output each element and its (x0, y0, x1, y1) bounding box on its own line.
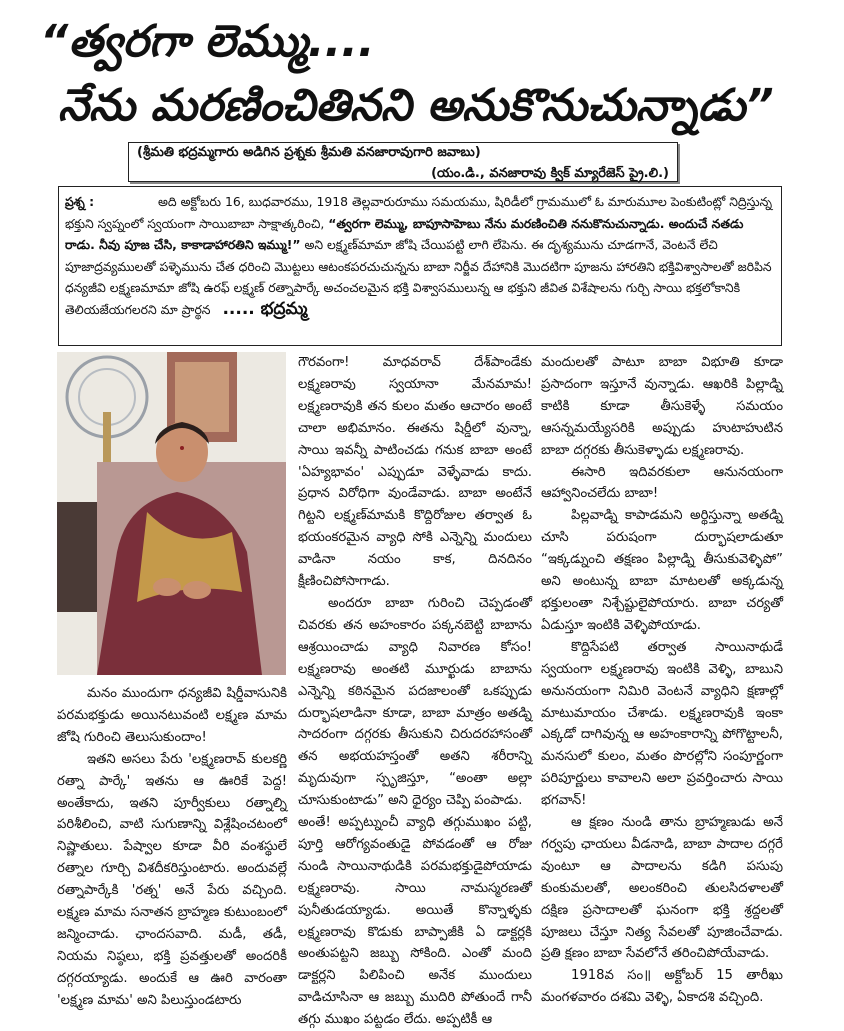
question-label: ప్రశ్న : (65, 194, 95, 209)
question-attribution-box (128, 142, 678, 182)
paragraph: అంతే! అప్పట్నుంచీ వ్యాధి తగ్గుముఖం పట్టి, పూర్తి ఆరోగ్యవంతుడై పోవడంతో ఆ రోజు నుండి సాయినాథుడికి పరమభక్తుడైపోయాడు లక్ష్మణరావు. సాయి నామస్మరణతో పునీతుడయ్యాడు. అయితే కొన్నాళ్ళకు లక్ష్మణరావు కొడుకు బాప్పాజీకి ఏ డాక్టర్లకి అంతుపట్టని జబ్బు సోకింది. ఎంతో మంది డాక్టర్లని పిలిపించి అనేక ముందులు వాడిచూసినా ఆ జబ్బు ముదిరి పోతుందే గానీ తగ్గు ముఖం పట్టడం లేదు. అప్పటికీ ఆ (298, 815, 532, 1028)
article-column-2 (298, 352, 532, 1028)
paragraph: అందరూ బాబా గురించి చెప్పడంతో చివరకు తన అహంకారం పక్కనబెట్టి బాబాను ఆశ్రయించాడు వ్యాధి నివారణ కోసం! లక్ష్మణరావు అంతటి మూర్ఖుడు బాబాను ఎన్నెన్ని కఠినమైన పదజాలంతో ఒకప్పుడు దుర్భాషలాడినా కూడా, బాబా మాత్రం అతడ్ని సాదరంగా దగ్గరకు తీసుకుని చిరుదరహాసంతో తన అభయహస్తంతో అతని శరీరాన్ని మృదువుగా స్పృజిస్తూ, “అంతా అల్లా చూసుకుంటాడు” అని ధైర్యం చెప్పి పంపాడు. (298, 595, 532, 809)
paragraph: పిల్లవాడ్ని కాపాడమని అర్థిస్తున్నా అతడ్ని చూసి పరుషంగా దుర్భాషలాడుతూ “ఇక్కడ్నుంచి తక్షణం పిల్లాడ్ని తీసుకువెళ్ళిపో” అని అంటున్న బాబా మాటలతో అక్కడున్న భక్తులంతా నిశ్చేష్టులైపోయారు. బాబా చర్యతో ఏడుస్తూ ఇంటికి వెళ్ళిపోయాడు. (541, 508, 783, 633)
intro-text-b: అని లక్ష్మణ్‌మామా జోషి చేయిపట్టి లాగి లేపెను. ఈ దృశ్యమును చూడగానే, వెంటనే లేచి పూజాద్రవ్యములతో పళ్ళెమును చేత ధరించి మొట్టలు ఆటంకపరచుచున్నను బాబా నిర్జీవ దేహానికి మొదటిగా పూజను హారతిని భక్తివిశ్వాసాలతో జరిపిన ధన్యజీవి లక్ష్మణమామా జోషి ఉరఫ్ లక్ష్మణ్ రత్నాపార్కే అచంచలమైన భక్తి విశ్వాసములున్న ఆ భక్తుని జీవిత విశేషాలను గుర్చి సాయి భక్తలోకానికి తెలియజేయగలరని మా ప్రార్థన (65, 237, 772, 317)
article-column-3 (541, 352, 783, 1006)
baba-quote: “త్వరగా లెమ్ము, బాపూసాహెబు నేను మరణించితి ననుకొనుచున్నాడు. అందుచే నతడు రాడు. నీవు పూజ చేసి, కాకాడాహారతిని ఇమ్ము!” (65, 215, 744, 252)
headline-line-1: “త్వరగా లెమ్ము.... (40, 16, 375, 67)
paragraph: 1918వ సం॥ అక్టోబర్ 15 తారీఖు మంగళవారం దశమి వెళ్ళి, ఏకాదశి వచ్చింది. (541, 968, 783, 1006)
signature: ..... భద్రమ్మ (222, 298, 308, 319)
headline-line-2: నేను మరణించితినని అనుకొనుచున్నాడు” (58, 80, 774, 131)
paragraph: మందులతో పాటూ బాబా విభూతి కూడా ప్రసాదంగా ఇస్తూనే వున్నాడు. ఆఖరికి పిల్లాడ్ని కాటికి కూడా తీసుకెళ్ళే సమయం ఆసన్నమయ్యేసరికి అప్పుడు హుటాహుటిన బాబా దగ్గరకు తీసుకెళ్ళాడు లక్ష్మణరావు. (541, 355, 783, 458)
paragraph: గౌరవంగా! మాధవరావ్ దేశ్‌పాండేకు లక్ష్మణరావు స్వయానా మేనమామ! లక్ష్మణరావుకి తన కులం మతం ఆచారం అంటే చాలా అభిమానం. ఈతను షిర్డీలో వున్నా, సాయి ఇవన్నీ పాటించడు గనుక బాబా అంటే 'ఏహ్యభావం' ఎప్పుడూ వెళ్ళేవాడు కాదు. ప్రధాన విరోధిగా వుండేవాడు. బాబా అంటేనే గిట్టని లక్ష్మణ్‌మామకి కొద్దిరోజుల తర్వాత ఓ భయంకరమైన వ్యాధి సోకి ఎన్నెన్ని మందులు వాడినా నయం కాక, దినదినం క్షీణించిపోసాగాడు. (298, 355, 532, 590)
paragraph: ఇతని అసలు పేరు 'లక్ష్మణరావ్ కులకర్ణి రత్నా పార్కే' ఇతను ఆ ఊరికే పెద్ద! అంతేకాదు, ఇతని పూర్వీకులు రత్నాల్ని పరిశీలించి, వాటి సుగుణాన్ని విశ్లేషించటంలో నిష్ణాతులు. పేష్వాల కూడా వీరి వంశస్థులే రత్నాల గూర్చి విశదీకరిస్తుంటారు. అందువల్లే రత్నాపార్కేకి 'రత్న' అనే పేరు వచ్చింది. లక్ష్మణ మామ సనాతన బ్రాహ్మణ కుటుంబంలో జన్మించాడు. ఛాందసవాది. మడీ, తడీ, నియమ నిష్ఠలు, భక్తి ప్రవత్తులతో అందరికీ దగ్గరయ్యాడు. అందుకే ఆ ఊరి వారంతా 'లక్ష్మణ మామ' అని పిలుస్తుండటారు (57, 751, 287, 1008)
paragraph: ఈసారి ఇదివరకులా ఆనునయంగా ఆహ్వానించలేదు బాబా! (541, 464, 783, 502)
paragraph: మనం ముందుగా ధన్యజీవి షిర్డీవాసునికి పరమభక్తుడు అయినటువంటి లక్ష్మణ మామ జోషి గురించి తెలుసుకుందాం! (57, 686, 287, 745)
paragraph: ఆ క్షణం నుండి తాను బ్రాహ్మణుడు అనే గర్వపు ఛాయలు వీడనాడి, బాబా పాదాల దగ్గరే వుంటూ ఆ పాదాలను కడిగి పసుపు కుంకుమలతో, అలంకరించి తులసిదళాలతో దక్షిణ ప్రసాదాలతో ఘనంగా భక్తి శ్రద్దలతో పూజలు చేస్తూ నిత్య సేవలతో పూజించేవాడు. ప్రతి క్షణం బాబా సేవలోనే తరించిపోయేవాడు. (541, 815, 783, 962)
author-designation: (యం.డి., వనజారావు క్విక్ మ్యారేజెస్ ప్రై.లి.) (431, 166, 669, 181)
intro-text-a: అది అక్టోబరు 16, బుధవారము, 1918 తెల్లవారురూము సమయము, షిరిడీలో గ్రామములో ఓ మారుమూల పెంకుటింట్లో నిద్రిస్తున్న భక్తుని స్వప్నంలో స్వయంగా సాయిబాబా సాక్షాత్కరించి, (65, 194, 773, 231)
attribution-line: (శ్రీమతి భద్రమ్మగారు అడిగిన ప్రశ్నకు శ్రీమతి వనజారావుగారి జవాబు) (137, 145, 481, 160)
question-intro-box (58, 186, 782, 346)
paragraph: కొద్దిసేపటి తర్వాత సాయినాథుడే స్వయంగా లక్ష్మణరావు ఇంటికి వెళ్ళి, బాబుని అనునయంగా నిమిరి వెంటనే వ్యాధిని క్షణాల్లో మాటుమాయం చేశాడు. లక్ష్మణరావుకి ఇంకా ఎక్కడో దాగివున్న ఆ అహంకారాన్ని పోగొట్టాలనీ, మనసులో కులం, మతం పొరల్లోని సంపూర్ణంగా పరిపూర్ణులు కావాలని అలా ప్రవర్తించారు సాయి భగవాన్! (541, 639, 783, 809)
author-photo (57, 352, 286, 675)
portrait-image (57, 352, 286, 675)
article-column-1 (57, 683, 287, 1008)
